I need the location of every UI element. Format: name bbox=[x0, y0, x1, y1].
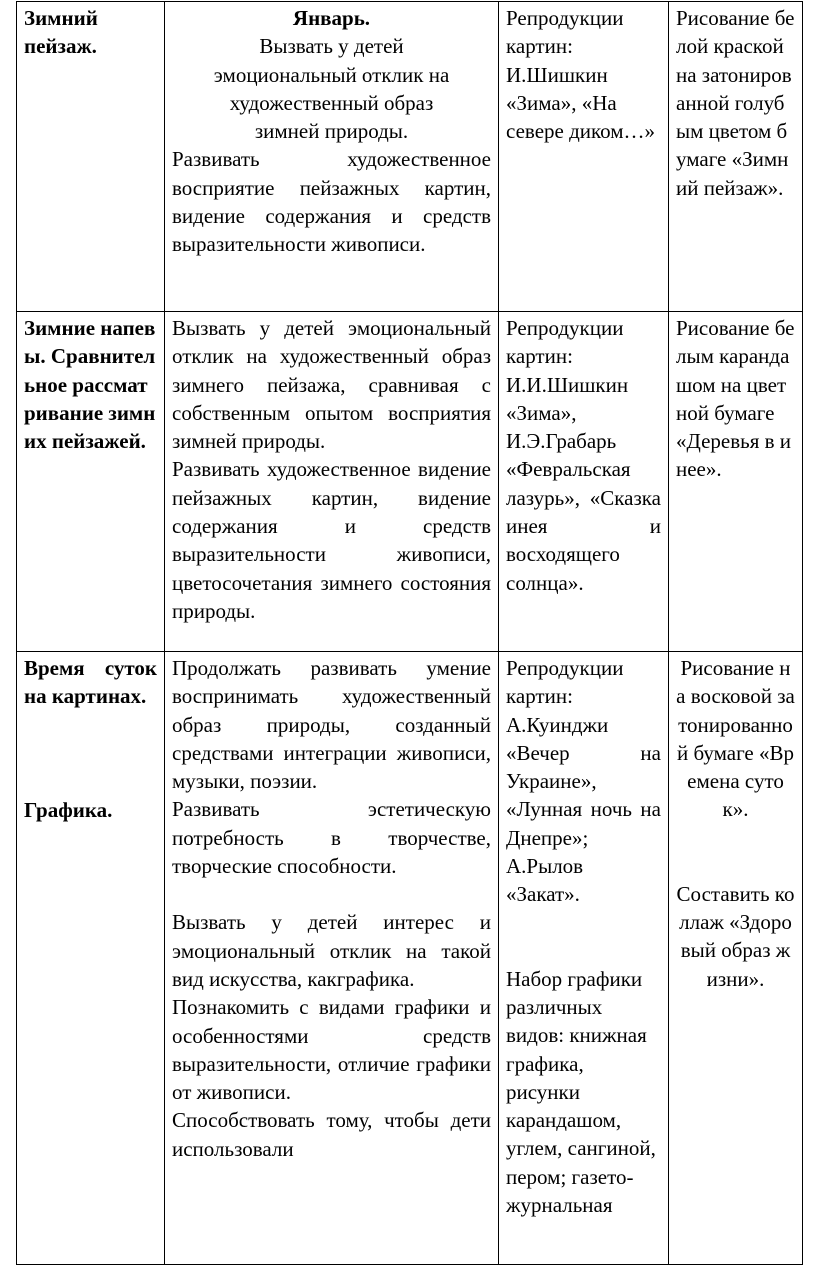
activity-text: Рисование на восковой затонированной бумаге «Времена суток». bbox=[676, 656, 795, 822]
goal-text: Познакомить с видами графики и особенностями средств выразительности, отличие графики от живописи. bbox=[172, 995, 491, 1105]
table-row bbox=[17, 652, 803, 1265]
goal-text: Развивать художественное видение пейзажных картин, видение содержания и средств выразительности живописи, цветосочетания зимнего состояния природы. bbox=[172, 457, 491, 623]
table-row bbox=[17, 312, 803, 652]
materials-text: Набор графики различных видов: книжная графика, рисунки карандашом, углем, сангиной, пером; газето-журнальная bbox=[506, 966, 656, 1218]
theme-cell bbox=[17, 312, 165, 652]
materials-cell bbox=[499, 312, 669, 652]
goal-text: Вызвать у детей эмоциональный отклик на художественный образ зимнего пейзажа, сравнивая с собственным опытом восприятия зимней природы. bbox=[172, 316, 491, 454]
activity-text: Составить коллаж «Здоровый образ жизни». bbox=[676, 881, 795, 991]
goals-cell bbox=[165, 312, 499, 652]
activity-cell bbox=[669, 312, 803, 652]
activity-text: Рисование белым карандашом на цветной бумаге «Деревья в инее». bbox=[676, 316, 795, 482]
materials-cell bbox=[499, 2, 669, 312]
activity-text: Рисование белой краской на затонированной голубым цветом бумаге «Зимний пейзаж». bbox=[676, 6, 795, 200]
materials-text: Репродукции картин: А.Куинджи «Вечер на Украине», «Лунная ночь на Днепре»; А.Рылов «Закат». bbox=[506, 656, 661, 907]
goal-text: Способствовать тому, чтобы дети использовали bbox=[172, 1108, 491, 1161]
goal-text: Развивать эстетическую потребность в творчестве, творческие способности. bbox=[172, 797, 491, 879]
theme-text: Зимний пейзаж. bbox=[24, 6, 98, 59]
materials-cell bbox=[499, 652, 669, 1265]
materials-text: Репродукции картин: И.Шишкин «Зима», «На севере диком…» bbox=[506, 6, 656, 144]
goals-cell bbox=[165, 2, 499, 312]
goal-text: Вызвать у детей эмоциональный отклик на художественный образ зимней природы. bbox=[213, 34, 450, 144]
lesson-plan-table bbox=[16, 1, 803, 1265]
goals-cell bbox=[165, 652, 499, 1265]
theme-cell bbox=[17, 652, 165, 1265]
goal-text: Развивать художественное восприятие пейзажных картин, видение содержания и средств выразительности живописи. bbox=[172, 147, 491, 257]
theme-text: Графика. bbox=[24, 797, 113, 822]
theme-text: Время суток на картинах. bbox=[24, 656, 157, 709]
goal-text: Вызвать у детей интерес и эмоциональный отклик на такой вид искусства, какграфика. bbox=[172, 910, 491, 991]
month-title: Январь. bbox=[292, 6, 371, 30]
activity-cell bbox=[669, 652, 803, 1265]
goal-text: Продолжать развивать умение воспринимать художественный образ природы, созданный средствами интеграции живописи, музыки, поэзии. bbox=[172, 656, 491, 794]
theme-text: Зимние напевы. Сравнительное рассматривание зимних пейзажей. bbox=[24, 316, 156, 454]
table-row bbox=[17, 2, 803, 312]
activity-cell bbox=[669, 2, 803, 312]
theme-cell bbox=[17, 2, 165, 312]
materials-text: Репродукции картин: И.И.Шишкин «Зима», И.Э.Грабарь «Февральская лазурь», «Сказка инея и восходящего солнца». bbox=[506, 316, 661, 595]
